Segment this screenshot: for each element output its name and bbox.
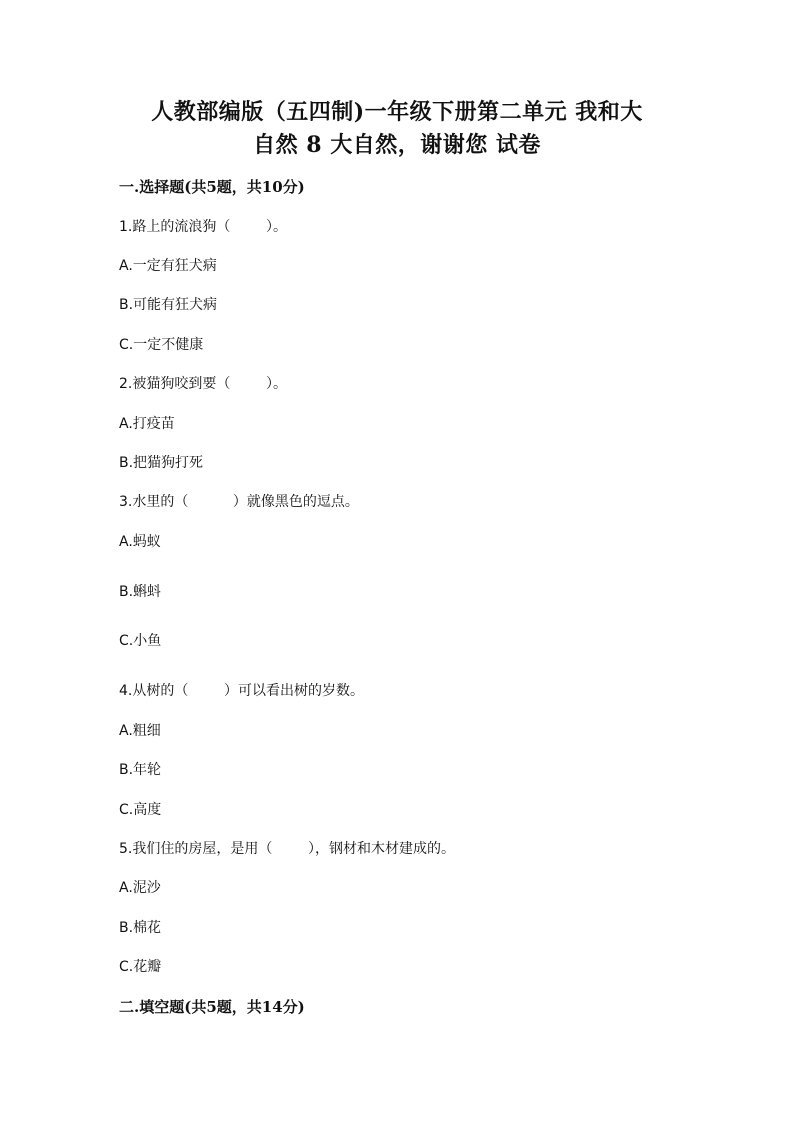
question-1-stem [119,217,287,237]
question-3-blank [188,492,233,512]
question-5-blank [272,839,308,859]
question-2-number: 2. [119,376,133,392]
question-2-option-a: A.打疫苗 [119,416,175,432]
question-1-text-after: ）。 [265,219,287,235]
question-5-number: 5. [119,841,133,857]
question-4-text-after: ）可以看出树的岁数。 [223,683,364,699]
question-1-option-c: C.一定不健康 [119,337,204,353]
question-2-text-after: ）。 [265,376,287,392]
question-3-option-c: C.小鱼 [119,633,162,649]
question-1-text-before: 路上的流浪狗（ [132,219,231,235]
section-heading-fill-in-blank: 二.填空题(共5题，共14分) [119,998,305,1016]
question-5-option-a: A.泥沙 [119,880,161,896]
section-heading-multiple-choice: 一.选择题(共5题，共10分) [119,178,305,196]
question-1-blank [230,217,266,237]
question-4-option-b: B.年轮 [119,762,162,778]
question-2-option-b: B.把猫狗打死 [119,455,204,471]
question-4-option-c: C.高度 [119,802,162,818]
document-title-line-2: 自然 8 大自然，谢谢您 试卷 [253,132,541,158]
question-3-text-after: ）就像黑色的逗点。 [232,494,359,510]
question-2-stem [119,374,287,394]
question-3-option-b: B.蝌蚪 [119,584,162,600]
question-5-option-b: B.棉花 [119,920,162,936]
question-5-text-after: ），钢材和木材建成的。 [307,841,455,857]
document-title-line-1: 人教部编版（五四制)一年级下册第二单元 我和大 [151,99,643,125]
question-3-option-a: A.蚂蚁 [119,534,161,550]
question-5-option-c: C.花瓣 [119,959,162,975]
question-2-blank [230,374,266,394]
question-4-text-before: 从树的（ [132,683,189,699]
question-3-text-before: 水里的（ [132,494,189,510]
question-4-blank [188,681,224,701]
question-4-number: 4. [119,683,133,699]
question-5-text-before: 我们住的房屋，是用（ [132,841,273,857]
question-3-stem [119,492,359,512]
question-1-option-a: A.一定有狂犬病 [119,258,217,274]
question-2-text-before: 被猫狗咬到要（ [132,376,231,392]
question-4-option-a: A.粗细 [119,723,161,739]
question-3-number: 3. [119,494,133,510]
question-4-stem [119,681,364,701]
question-1-option-b: B.可能有狂犬病 [119,297,218,313]
question-1-number: 1. [119,219,133,235]
question-5-stem [119,839,455,859]
